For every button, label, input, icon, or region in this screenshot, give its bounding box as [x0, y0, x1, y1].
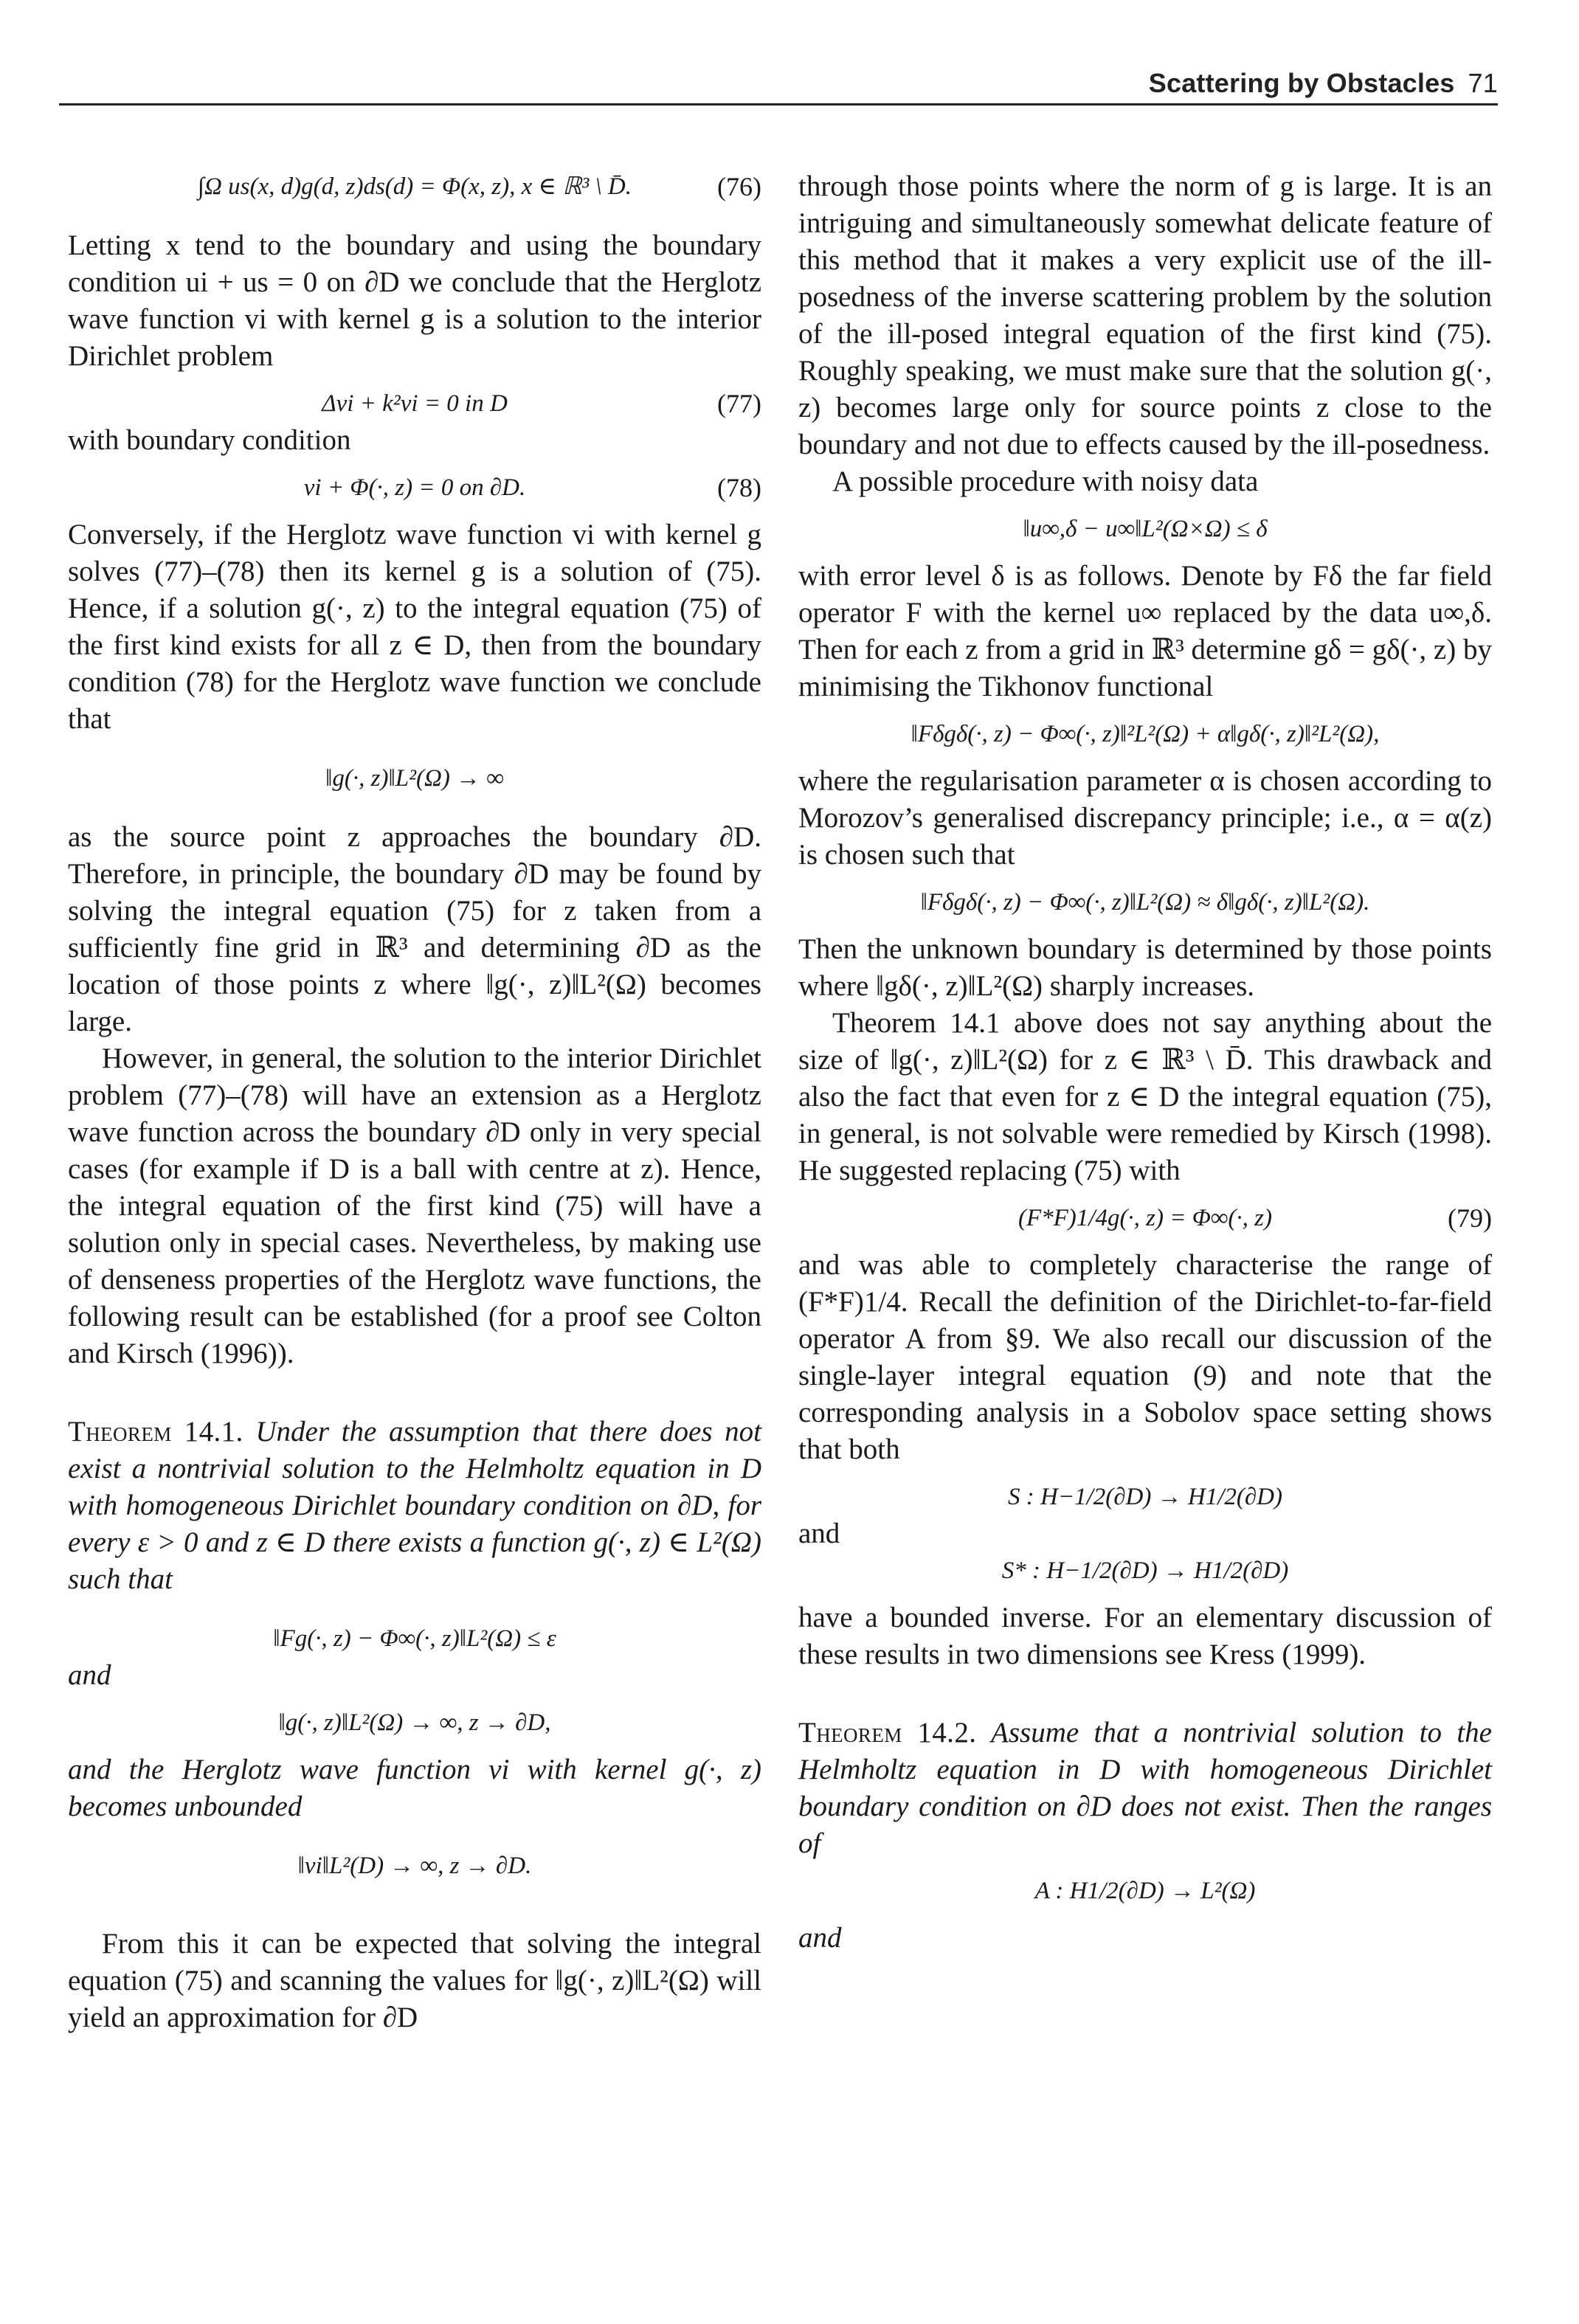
theorem-body: Assume that a nontrivial solution to the Helmholtz equation in D with homogeneous Dirichlet boundary condition on ∂D does not exist. Then the ranges of	[798, 1717, 1492, 1859]
paragraph: Theorem 14.1 above does not say anything about the size of ‖g(·, z)‖L²(Ω) for z ∈ ℝ³ \ D̄. This drawback and also the fact that even for z ∈ D the integral equation (75), in general, is not solvable were remedied by Kirsch (1998). He suggested replacing (75) with	[798, 1007, 1492, 1186]
theorem-14-2	[798, 1715, 1492, 1957]
equation-number: (79)	[1448, 1203, 1492, 1233]
paragraph: with boundary condition	[68, 424, 351, 456]
paragraph: where the regularisation parameter α is chosen according to Morozov’s generalised discrepancy principle; i.e., α = α(z) is chosen such that	[798, 765, 1492, 871]
theorem-equation-1: ‖Fg(·, z) − Φ∞(·, z)‖L²(Ω) ≤ ε	[273, 1625, 556, 1652]
paragraph: Letting x tend to the boundary and using the boundary condition ui + us = 0 on ∂D we conclude that the Herglotz wave function vi with kernel g is a solution to the interior Dirichlet problem	[68, 229, 761, 372]
paragraph: through those points where the norm of g is large. It is an intriguing and simultaneously somewhat delicate feature of this method that it makes a very explicit use of the ill-posedness of the inverse scattering problem by the solution of the ill-posed integral equation of the first kind (75). Roughly speaking, we must make sure that the solution g(·, z) becomes large only for source points z close to the boundary and not due to effects caused by the ill-posedness.	[798, 170, 1492, 460]
equation-formula: vi + Φ(·, z) = 0 on ∂D.	[303, 474, 526, 501]
equation-79	[798, 1200, 1492, 1237]
theorem-heading: Theorem 14.2.	[798, 1717, 977, 1749]
paragraph: as the source point z approaches the boundary ∂D. Therefore, in principle, the boundary ∂D may be found by solving the integral equation (75) for z taken from a sufficiently fine grid in ℝ³ and determining ∂D as the location of those points z where ‖g(·, z)‖L²(Ω) becomes large.	[68, 821, 761, 1037]
paragraph: and was able to completely characterise the range of (F*F)1/4. Recall the definition of the Dirichlet-to-far-field operator A from §9. We also recall our discussion of the single-layer integral equation (9) and note that the corresponding analysis in a Sobolov space setting shows that both	[798, 1249, 1492, 1465]
theorem-body: Under the assumption that there does not exist a nontrivial solution to the Helmholtz equation in D with homogeneous Dirichlet boundary condition on ∂D, for every ε > 0 and z ∈ D there exists a function g(·, z) ∈ L²(Ω) such that	[68, 1416, 761, 1595]
theorem-heading: Theorem 14.1.	[68, 1416, 243, 1448]
paragraph: with error level δ is as follows. Denote by Fδ the far field operator F with the kernel u∞ replaced by the data u∞,δ. Then for each z from a grid in ℝ³ determine gδ = gδ(·, z) by minimising the Tikhonov functional	[798, 560, 1492, 702]
running-title: Scattering by Obstacles	[1148, 68, 1455, 98]
theorem-equation-3: ‖vi‖L²(D) → ∞, z → ∂D.	[297, 1853, 532, 1879]
equation-77	[68, 385, 761, 422]
equation-number: (78)	[717, 473, 761, 502]
equation-formula: (F*F)1/4g(·, z) = Φ∞(·, z)	[1017, 1205, 1273, 1231]
paragraph: Conversely, if the Herglotz wave function vi with kernel g solves (77)–(78) then its kernel g is a solution of (75). Hence, if a solution g(·, z) to the integral equation (75) of the first kind exists for all z ∈ D, then from the boundary condition (78) for the Herglotz wave function we conclude that	[68, 519, 761, 735]
theorem-and: and	[798, 1922, 842, 1954]
equation-76	[68, 168, 761, 205]
equation-morozov: ‖Fδgδ(·, z) − Φ∞(·, z)‖L²(Ω) ≈ δ‖gδ(·, z)‖L²(Ω).	[920, 889, 1370, 916]
equation-number: (76)	[717, 172, 761, 201]
equation-S-star: S* : H−1/2(∂D) → H1/2(∂D)	[1001, 1557, 1289, 1584]
paragraph: From this it can be expected that solving the integral equation (75) and scanning the values for ‖g(·, z)‖L²(Ω) will yield an approximation for ∂D	[68, 1928, 761, 2033]
equation-tikhonov: ‖Fδgδ(·, z) − Φ∞(·, z)‖²L²(Ω) + α‖gδ(·, z)‖²L²(Ω),	[911, 721, 1380, 747]
equation-formula: ∫Ω us(x, d)g(d, z)ds(d) = Φ(x, z), x ∈ ℝ³ \ D̄.	[198, 173, 632, 200]
equation-78	[68, 469, 761, 506]
and-text: and	[798, 1518, 840, 1549]
theorem-equation-A: A : H1/2(∂D) → L²(Ω)	[1034, 1878, 1256, 1904]
page-number: 71	[1468, 68, 1498, 98]
equation-noise: ‖u∞,δ − u∞‖L²(Ω×Ω) ≤ δ	[1023, 516, 1268, 542]
equation-formula: Δvi + k²vi = 0 in D	[322, 390, 508, 417]
equation-norm: ‖g(·, z)‖L²(Ω) → ∞	[325, 765, 504, 792]
theorem-continuation: and the Herglotz wave function vi with kernel g(·, z) becomes unbounded	[68, 1754, 761, 1822]
paragraph: have a bounded inverse. For an elementary discussion of these results in two dimensions see Kress (1999).	[798, 1602, 1492, 1670]
theorem-equation-2: ‖g(·, z)‖L²(Ω) → ∞, z → ∂D,	[278, 1709, 551, 1736]
page-header	[59, 68, 1498, 106]
equation-number: (77)	[717, 389, 761, 418]
theorem-and: and	[68, 1659, 111, 1691]
theorem-14-1	[68, 1414, 761, 1884]
running-head	[1149, 68, 1498, 99]
paragraph: However, in general, the solution to the interior Dirichlet problem (77)–(78) will have an extension as a Herglotz wave function across the boundary ∂D only in very special cases (for example if D is a ball with centre at z). Hence, the integral equation of the first kind (75) will have a solution only in special cases. Nevertheless, by making use of denseness properties of the Herglotz wave functions, the following result can be established (for a proof see Colton and Kirsch (1996)).	[68, 1042, 761, 1369]
paragraph: Then the unknown boundary is determined by those points where ‖gδ(·, z)‖L²(Ω) sharply increases.	[798, 933, 1492, 1002]
right-column	[798, 168, 1492, 1957]
equation-S: S : H−1/2(∂D) → H1/2(∂D)	[1008, 1484, 1282, 1510]
paragraph: A possible procedure with noisy data	[832, 466, 1259, 497]
left-column	[68, 168, 761, 2036]
